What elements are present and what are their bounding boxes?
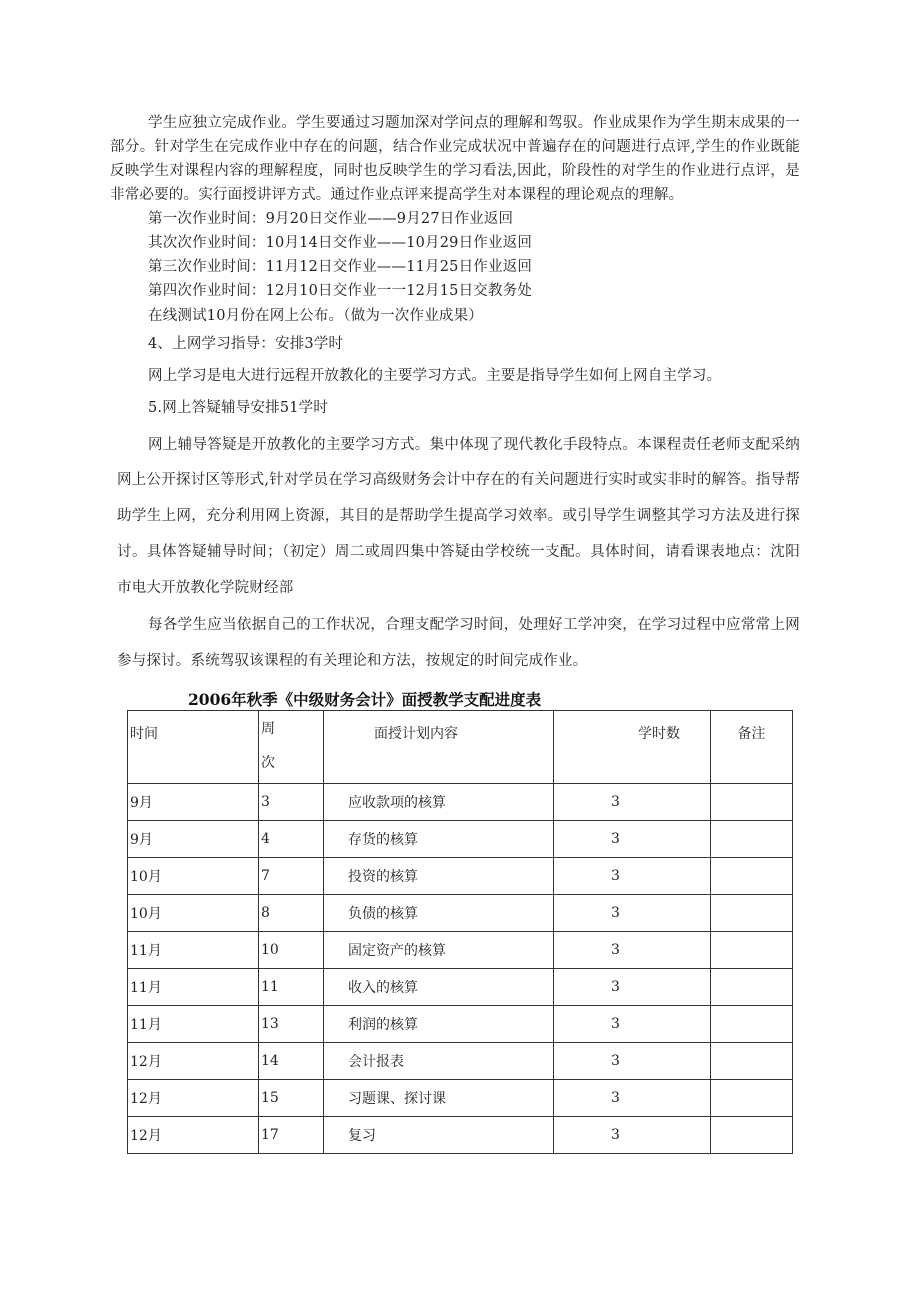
table-title: 2006年秋季《中级财务会计》面授教学支配进度表: [188, 690, 542, 709]
cell-week: 7: [259, 858, 324, 895]
cell-time: 11月: [128, 932, 259, 969]
cell-note: [711, 1006, 793, 1043]
text-line: 非常必要的。实行面授讲评方式。通过作业点评来提高学生对本课程的理论观点的理解。: [110, 187, 684, 203]
cell-content-text: 负债的核算: [348, 906, 418, 922]
text-line: 反映学生对课程内容的理解程度，同时也反映学生的学习看法,因此，阶段性的对学生的作业进行点评，是: [110, 163, 800, 179]
section-4-heading: 4、上网学习指导：安排3学时: [148, 336, 344, 352]
header-time: [128, 711, 259, 784]
cell-note: [711, 1117, 793, 1154]
cell-hours: [554, 932, 711, 969]
cell-hours: [554, 1006, 711, 1043]
cell-hours-text: 3: [611, 905, 620, 921]
section-4-text: 网上学习是电大进行远程开放教化的主要学习方式。主要是指导学生如何上网自主学习。: [148, 368, 722, 384]
cell-time: 10月: [128, 895, 259, 932]
cell-note: [711, 895, 793, 932]
cell-content-text: 利润的核算: [348, 1017, 418, 1033]
text-line: 网上辅导答疑是开放教化的主要学习方式。集中体现了现代教化手段特点。本课程责任老师支配采纳: [148, 437, 800, 453]
cell-week: 15: [259, 1080, 324, 1117]
table-row: [128, 969, 793, 1006]
cell-time: 12月: [128, 1117, 259, 1154]
cell-content: [324, 821, 554, 858]
cell-content: [324, 784, 554, 821]
header-content-label: 面授计划内容: [374, 726, 458, 742]
cell-hours-text: 3: [611, 794, 620, 810]
assignment-item: 其次次作业时间：10月14日交作业——10月29日作业返回: [148, 235, 533, 251]
cell-hours-text: 3: [611, 1016, 620, 1032]
cell-hours: [554, 895, 711, 932]
cell-note: [711, 784, 793, 821]
cell-week: 11: [259, 969, 324, 1006]
online-test-note: 在线测试10月份在网上公布。（做为一次作业成果）: [148, 308, 483, 324]
text-line: 学生应独立完成作业。学生要通过习题加深对学问点的理解和驾驭。作业成果作为学生期末成果的一: [148, 115, 800, 131]
cell-content-text: 习题课、探讨课: [348, 1091, 446, 1107]
cell-time: 11月: [128, 1006, 259, 1043]
cell-hours-text: 3: [611, 1053, 620, 1069]
cell-content: [324, 895, 554, 932]
cell-content-text: 收入的核算: [348, 980, 418, 996]
text-line: 每各学生应当依据自己的工作状况，合理支配学习时间，处理好工学冲突，在学习过程中应常常上网: [148, 617, 800, 633]
cell-hours: [554, 1043, 711, 1080]
header-week: [259, 711, 324, 784]
cell-time: 11月: [128, 969, 259, 1006]
header-hours-label: 学时数: [638, 726, 680, 742]
cell-note: [711, 1080, 793, 1117]
cell-week: 14: [259, 1043, 324, 1080]
cell-time: 9月: [128, 821, 259, 858]
text-line: 讨。具体答疑辅导时间；（初定）周二或周四集中答疑由学校统一支配。具体时间，请看课表地点：沈阳: [117, 544, 800, 560]
cell-content: [324, 932, 554, 969]
header-week-label-2: 次: [261, 755, 275, 771]
cell-content-text: 存货的核算: [348, 832, 418, 848]
table-row: [128, 1043, 793, 1080]
cell-time: 10月: [128, 858, 259, 895]
text-line: 助学生上网，充分利用网上资源，其目的是帮助学生提高学习效率。或引导学生调整其学习方法及进行探: [117, 508, 800, 524]
table-row: [128, 932, 793, 969]
assignment-item: 第一次作业时间：9月20日交作业——9月27日作业返回: [148, 211, 514, 227]
teaching-schedule-table: [127, 710, 793, 1154]
cell-content: [324, 969, 554, 1006]
cell-hours: [554, 821, 711, 858]
header-content: [324, 711, 554, 784]
header-note-label: 备注: [737, 726, 766, 742]
cell-content-text: 应收款项的核算: [348, 795, 446, 811]
cell-content: [324, 1080, 554, 1117]
table-row: [128, 1006, 793, 1043]
table-row: [128, 784, 793, 821]
cell-hours: [554, 784, 711, 821]
text-line: 网上公开探讨区等形式,针对学员在学习高级财务会计中存在的有关问题进行实时或实非时的解答。指导帮: [117, 472, 800, 488]
cell-hours-text: 3: [611, 942, 620, 958]
cell-content: [324, 1117, 554, 1154]
cell-hours: [554, 1117, 711, 1154]
cell-note: [711, 1043, 793, 1080]
assignment-item: 第三次作业时间：11月12日交作业——11月25日作业返回: [148, 259, 533, 275]
cell-week: 3: [259, 784, 324, 821]
cell-note: [711, 969, 793, 1006]
cell-time: 12月: [128, 1080, 259, 1117]
cell-time: 9月: [128, 784, 259, 821]
table-row: [128, 1080, 793, 1117]
header-hours: [554, 711, 711, 784]
cell-week: 17: [259, 1117, 324, 1154]
cell-content-text: 固定资产的核算: [348, 943, 446, 959]
table-row: [128, 895, 793, 932]
cell-content-text: 会计报表: [348, 1054, 404, 1070]
cell-hours-text: 3: [611, 831, 620, 847]
header-note: [711, 711, 793, 784]
cell-hours-text: 3: [611, 979, 620, 995]
section-5-heading: 5.网上答疑辅导安排51学时: [148, 400, 329, 416]
cell-content: [324, 858, 554, 895]
cell-hours-text: 3: [611, 1127, 620, 1143]
table-row: [128, 858, 793, 895]
cell-week: 8: [259, 895, 324, 932]
text-line: 市电大开放教化学院财经部: [117, 580, 294, 596]
text-line: 部分。针对学生在完成作业中存在的问题，结合作业完成状况中普遍存在的问题进行点评,学生的作业既能: [110, 139, 800, 155]
cell-hours: [554, 1080, 711, 1117]
cell-note: [711, 932, 793, 969]
cell-content-text: 复习: [348, 1128, 376, 1144]
header-week-label-1: 周: [261, 721, 275, 737]
cell-week: 10: [259, 932, 324, 969]
cell-note: [711, 858, 793, 895]
cell-content: [324, 1043, 554, 1080]
cell-week: 13: [259, 1006, 324, 1043]
table-row: [128, 821, 793, 858]
cell-hours-text: 3: [611, 1090, 620, 1106]
cell-week: 4: [259, 821, 324, 858]
cell-content: [324, 1006, 554, 1043]
cell-hours-text: 3: [611, 868, 620, 884]
assignment-item: 第四次作业时间：12月10日交作业一一12月15日交教务处: [148, 283, 533, 299]
cell-note: [711, 821, 793, 858]
header-time-label: 时间: [130, 726, 158, 742]
cell-hours: [554, 858, 711, 895]
table-row: [128, 1117, 793, 1154]
table-header-row: [128, 711, 793, 784]
cell-content-text: 投资的核算: [348, 869, 418, 885]
cell-hours: [554, 969, 711, 1006]
text-line: 参与探讨。系统驾驭该课程的有关理论和方法，按规定的时间完成作业。: [117, 653, 588, 669]
cell-time: 12月: [128, 1043, 259, 1080]
